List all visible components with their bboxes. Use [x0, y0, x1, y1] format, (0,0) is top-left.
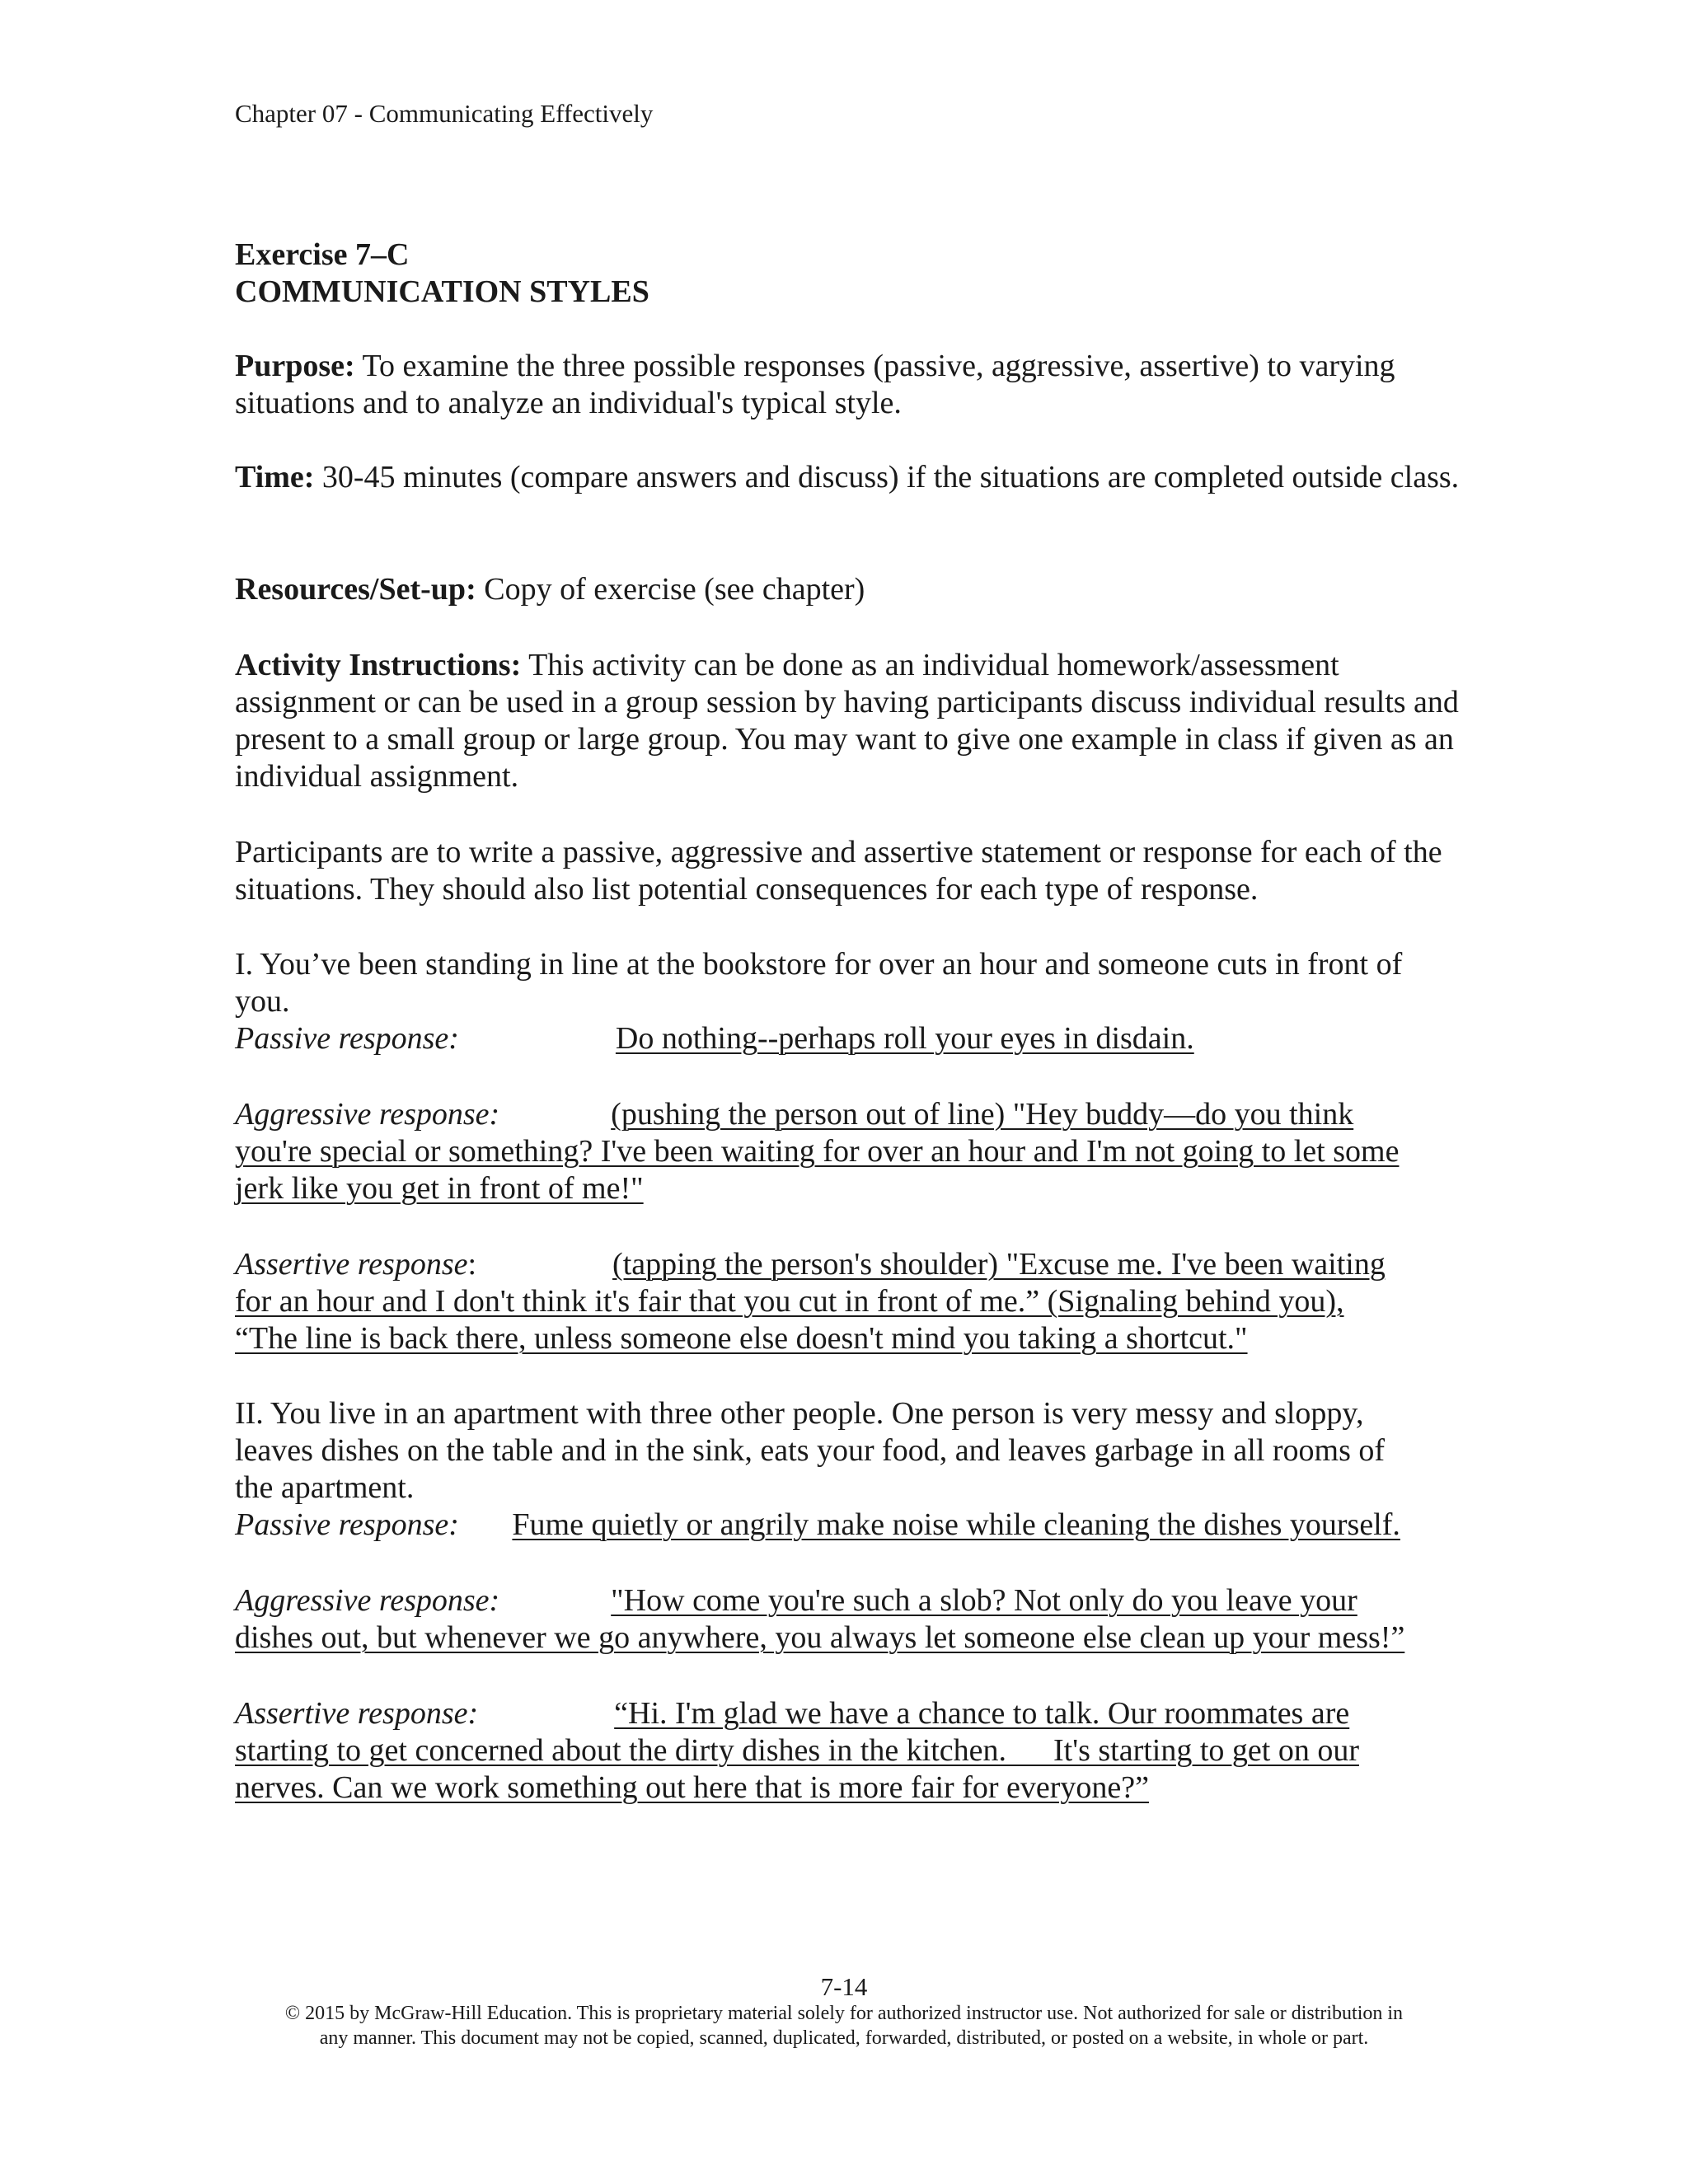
assertive-answer-line: “Hi. I'm glad we have a chance to talk. Our roommates are: [614, 1696, 1350, 1731]
situation-2-prompt-line: II. You live in an apartment with three other people. One person is very messy and sloppy,: [235, 1396, 1364, 1431]
situation-2: [235, 1395, 1455, 1544]
assertive-label: Assertive response: [235, 1247, 468, 1282]
instructions-label: Activity Instructions:: [235, 648, 522, 682]
aggressive-label: Aggressive response:: [235, 1097, 500, 1132]
aggressive-answer-line: you're special or something? I've been waiting for over an hour and I'm not going to let some: [235, 1134, 1400, 1169]
chapter-header: Chapter 07 - Communicating Effectively: [235, 99, 654, 128]
purpose-label: Purpose:: [235, 349, 355, 383]
resources-label: Resources/Set-up:: [235, 572, 476, 607]
time-text: 30-45 minutes (compare answers and discuss) if the situations are completed outside class.: [314, 460, 1460, 494]
exercise-title: COMMUNICATION STYLES: [235, 274, 649, 309]
time-label: Time:: [235, 460, 315, 494]
aggressive-label: Aggressive response:: [235, 1583, 500, 1618]
assertive-label: Assertive response:: [235, 1696, 479, 1731]
aggressive-answer-line: dishes out, but whenever we go anywhere, you always let someone else clean up your mess!”: [235, 1620, 1405, 1655]
situation-2-passive: [235, 1507, 1455, 1544]
time-paragraph: [235, 459, 1475, 496]
passive-label: Passive response:: [235, 1021, 459, 1056]
situation-1-assertive: Assertive response: (tapping the person's shoulder) "Excuse me. I've been waiting for an hour and I don't think it's fair that you cut in front of me.” (Signaling behind you), “The line is back there, unless someone else doesn't mind you taking a shortcut.": [235, 1246, 1455, 1357]
copyright-notice: [165, 2001, 1523, 2050]
copyright-line: any manner. This document may not be copied, scanned, duplicated, forwarded, distributed, or posted on a website, in whole or part.: [319, 2027, 1369, 2049]
aggressive-answer-line: "How come you're such a slob? Not only do you leave your: [611, 1583, 1357, 1618]
purpose-text: To examine the three possible responses (passive, aggressive, assertive) to varying situations and to analyze an individual's typical style.: [235, 349, 1395, 420]
situation-2-assertive: [235, 1695, 1455, 1807]
situation-1-prompt-line: you.: [235, 984, 290, 1019]
resources-paragraph: [235, 571, 1475, 608]
situation-1: [235, 946, 1455, 1057]
situation-1-prompt-line: I. You’ve been standing in line at the bookstore for over an hour and someone cuts in front of: [235, 947, 1403, 982]
assertive-answer-line: for an hour and I don't think it's fair that you cut in front of me.” (Signaling behind you),: [235, 1284, 1344, 1319]
instructions-text: This activity can be done as an individual homework/assessment assignment or can be used in a group session by having participants discuss individual results and present to a small group or large group. You may want to give one example in class if given as an individual assignment.: [235, 648, 1459, 794]
participants-paragraph: Participants are to write a passive, aggressive and assertive statement or response for each of the situations. They should also list potential consequences for each type of response.: [235, 835, 1442, 907]
situation-2-aggressive: [235, 1582, 1455, 1657]
exercise-number: Exercise 7–C: [235, 237, 410, 272]
instructions-paragraph: [235, 647, 1475, 795]
copyright-line: © 2015 by McGraw-Hill Education. This is proprietary material solely for authorized instructor use. Not authorized for sale or distribution in: [284, 2003, 1404, 2024]
passive-answer: Fume quietly or angrily make noise while cleaning the dishes yourself.: [512, 1507, 1400, 1542]
passive-label: Passive response:: [235, 1507, 459, 1542]
aggressive-answer-line: jerk like you get in front of me!": [235, 1171, 644, 1206]
situation-1-passive: [235, 1020, 1455, 1057]
exercise-title-block: [235, 237, 649, 311]
situation-1-aggressive: [235, 1096, 1455, 1207]
aggressive-answer-line: (pushing the person out of line) "Hey buddy—do you think: [611, 1097, 1354, 1132]
assertive-answer-line: “The line is back there, unless someone else doesn't mind you taking a shortcut.": [235, 1321, 1248, 1356]
purpose-paragraph: [235, 348, 1475, 422]
page-number: 7-14: [820, 1972, 868, 2001]
situation-2-prompt-line: the apartment.: [235, 1470, 415, 1505]
passive-answer: Do nothing--perhaps roll your eyes in disdain.: [615, 1021, 1194, 1056]
assertive-answer-line: nerves. Can we work something out here that is more fair for everyone?”: [235, 1770, 1149, 1805]
assertive-answer-line: starting to get concerned about the dirty dishes in the kitchen. It's starting to get on our: [235, 1733, 1359, 1768]
assertive-answer-line: (tapping the person's shoulder) "Excuse me. I've been waiting: [612, 1247, 1386, 1282]
resources-text: Copy of exercise (see chapter): [476, 572, 865, 607]
situation-2-prompt-line: leaves dishes on the table and in the sink, eats your food, and leaves garbage in all rooms of: [235, 1433, 1386, 1468]
